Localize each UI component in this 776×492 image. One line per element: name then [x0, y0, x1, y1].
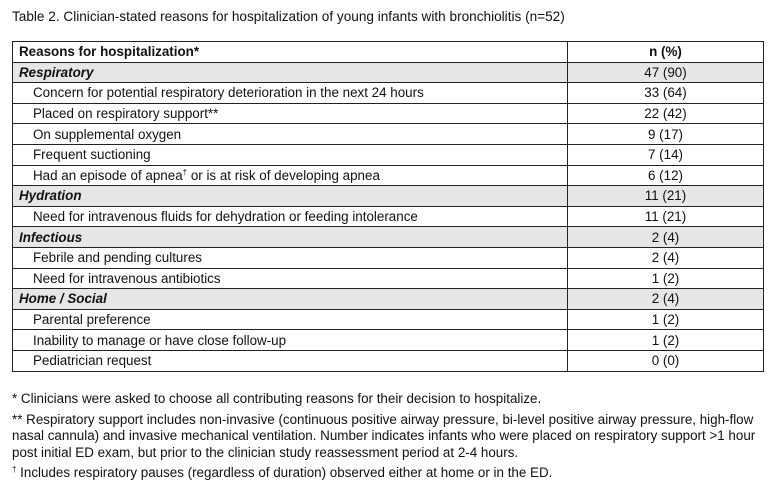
- category-label: Hydration: [13, 186, 568, 207]
- table-row: [13, 330, 764, 351]
- table-row: [13, 268, 764, 289]
- footnote-dagger-text: Includes respiratory pauses (regardless of duration) observed either at home or in the ED.: [16, 465, 553, 481]
- count-percent-cell: 0 (0): [568, 350, 764, 371]
- dagger-mark: †: [182, 167, 188, 177]
- header-n-percent: n (%): [568, 42, 764, 63]
- header-reasons: Reasons for hospitalization*: [13, 42, 568, 63]
- reason-label: Placed on respiratory support**: [13, 103, 568, 124]
- table-row: [13, 144, 764, 165]
- footnotes: [12, 391, 772, 486]
- category-label: Infectious: [13, 227, 568, 248]
- table-row: [13, 103, 764, 124]
- count-percent-cell: 1 (2): [568, 268, 764, 289]
- footnote-double-asterisk: ** Respiratory support includes non-invasive (continuous positive airway pressure, bi-level positive airway pressure, high-flow nasal cannula) and invasive mechanical ventilation. Number indicates infants who were placed on respiratory support >1 hour post initial ED exam, but prior to the clinician study reassessment period at 2-4 hours.: [12, 411, 756, 460]
- footnote-asterisk: * Clinicians were asked to choose all contributing reasons for their decision to hospitalize.: [12, 391, 542, 406]
- count-percent-cell: 11 (21): [568, 186, 764, 207]
- table-row: [13, 124, 764, 145]
- table-row: [13, 206, 764, 227]
- table-caption: Table 2. Clinician-stated reasons for hospitalization of young infants with bronchiolitis (n=52): [12, 9, 565, 24]
- reason-label: Need for intravenous antibiotics: [13, 268, 568, 289]
- count-percent-cell: 1 (2): [568, 330, 764, 351]
- count-percent-cell: 2 (4): [568, 247, 764, 268]
- count-percent-cell: 9 (17): [568, 124, 764, 145]
- table-row: [13, 247, 764, 268]
- footnote-dagger: [12, 465, 772, 482]
- category-label: Home / Social: [13, 289, 568, 310]
- category-row: [13, 62, 764, 83]
- count-percent-cell: 2 (4): [568, 227, 764, 248]
- reason-label: Febrile and pending cultures: [13, 247, 568, 268]
- reason-label: Parental preference: [13, 309, 568, 330]
- reason-label: Need for intravenous fluids for dehydration or feeding intolerance: [13, 206, 568, 227]
- count-percent-cell: 6 (12): [568, 165, 764, 186]
- table-row: [13, 83, 764, 104]
- category-label: Respiratory: [13, 62, 568, 83]
- count-percent-cell: 22 (42): [568, 103, 764, 124]
- table-row: [13, 165, 764, 186]
- count-percent-cell: 7 (14): [568, 144, 764, 165]
- reasons-table: [12, 41, 764, 372]
- reason-label: [13, 165, 568, 186]
- reason-label: Frequent suctioning: [13, 144, 568, 165]
- reason-label: Concern for potential respiratory deterioration in the next 24 hours: [13, 83, 568, 104]
- count-percent-cell: 33 (64): [568, 83, 764, 104]
- category-row: [13, 186, 764, 207]
- table-body: [13, 62, 764, 371]
- reason-label-text: Had an episode of apnea: [33, 167, 183, 183]
- table-header-row: [13, 42, 764, 63]
- reason-label: Inability to manage or have close follow-up: [13, 330, 568, 351]
- dagger-mark: †: [12, 465, 17, 475]
- reason-label-text-after: or is at risk of developing apnea: [187, 167, 380, 183]
- reason-label: On supplemental oxygen: [13, 124, 568, 145]
- category-row: [13, 289, 764, 310]
- reason-label: Pediatrician request: [13, 350, 568, 371]
- count-percent-cell: 11 (21): [568, 206, 764, 227]
- category-row: [13, 227, 764, 248]
- count-percent-cell: 1 (2): [568, 309, 764, 330]
- count-percent-cell: 2 (4): [568, 289, 764, 310]
- table-row: [13, 309, 764, 330]
- count-percent-cell: 47 (90): [568, 62, 764, 83]
- table-row: [13, 350, 764, 371]
